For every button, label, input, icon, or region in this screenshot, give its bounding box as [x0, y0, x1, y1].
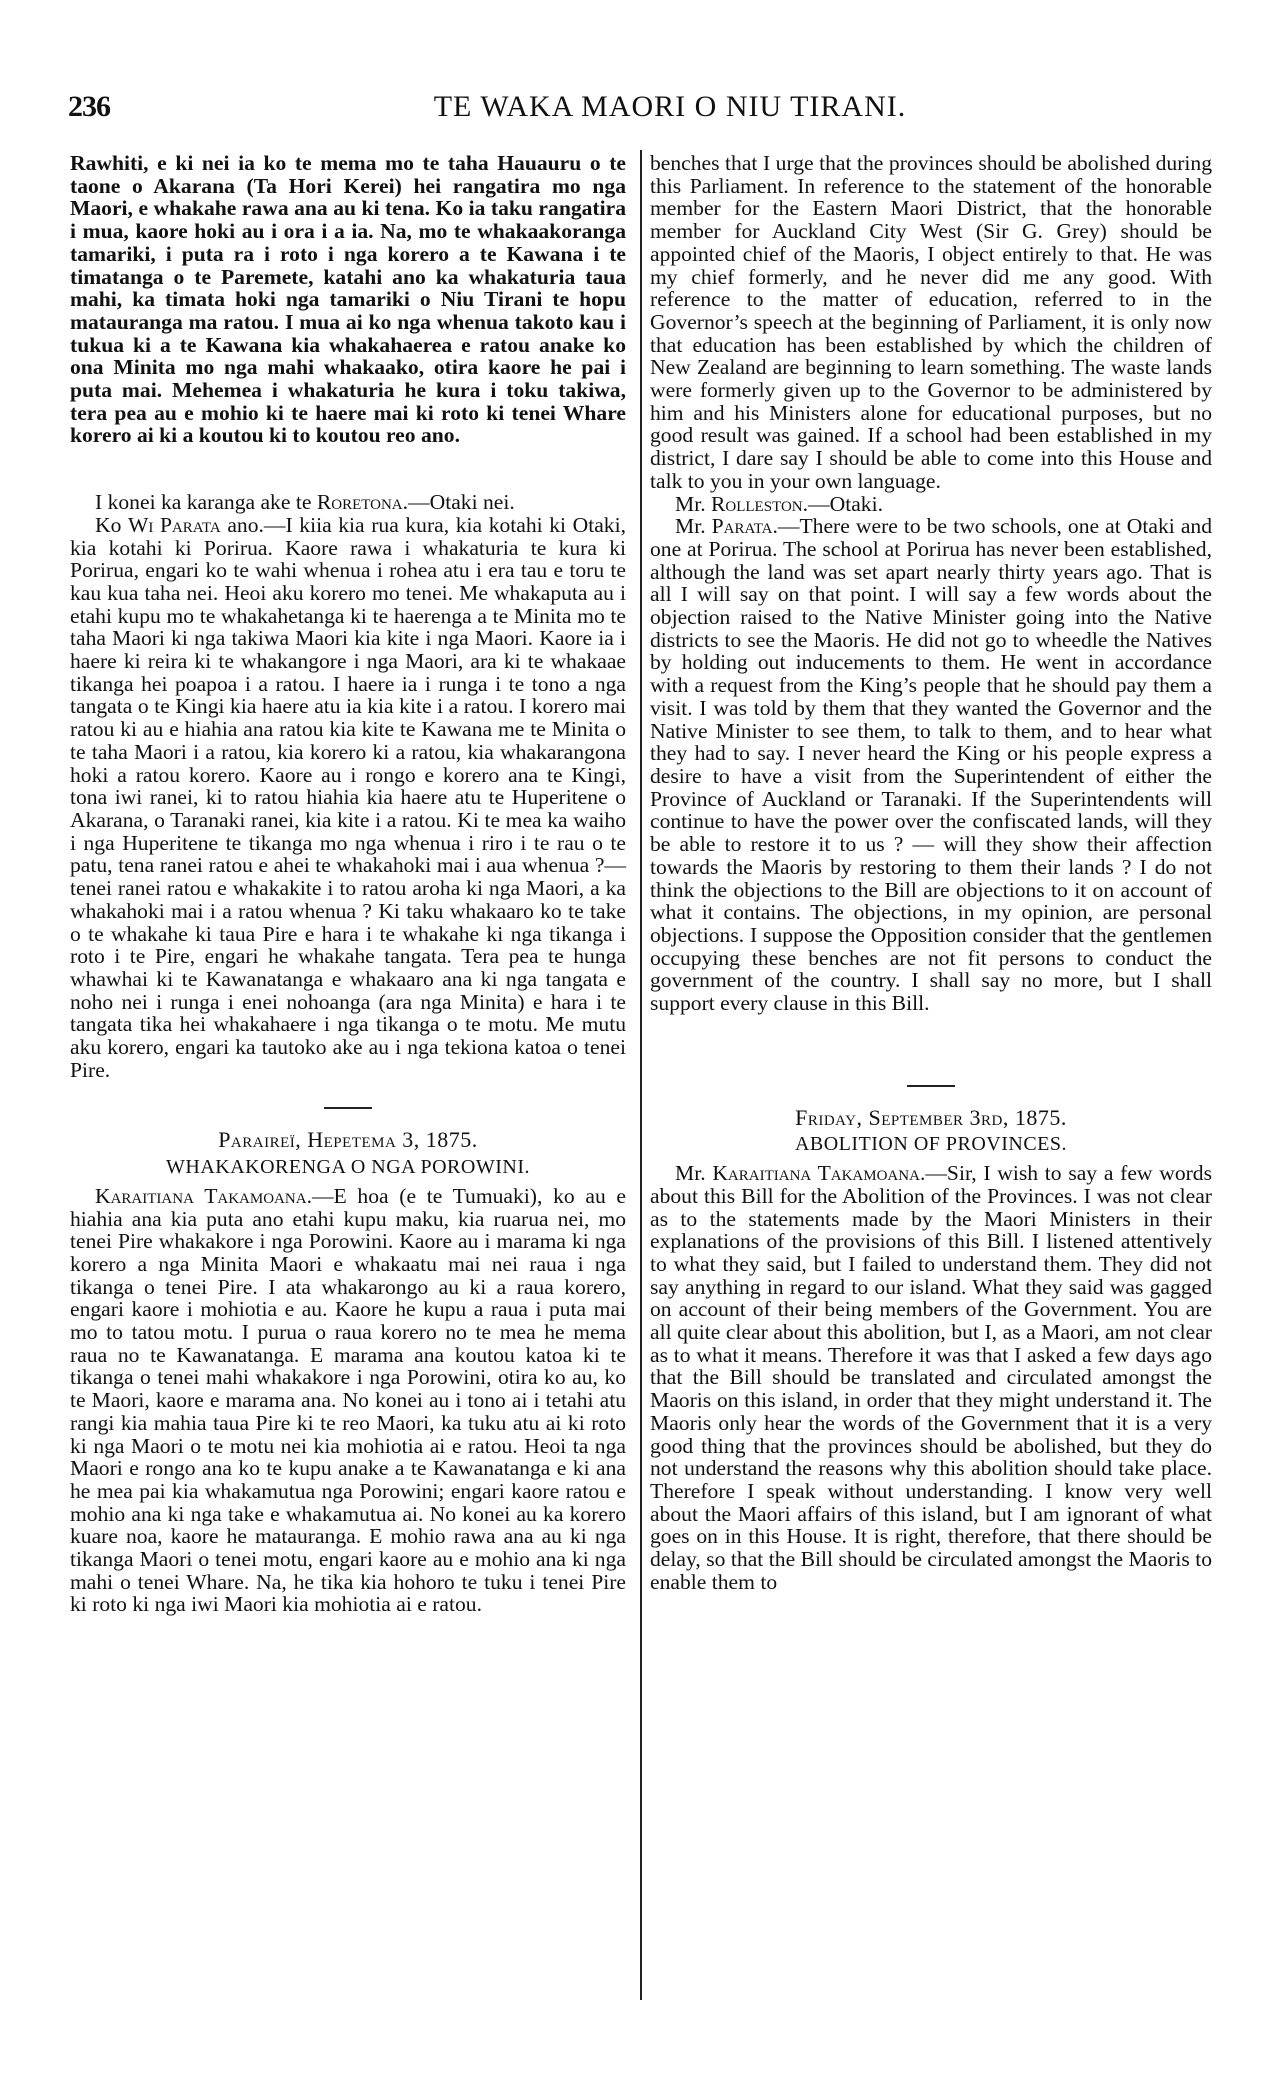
speaker-name: Parata: [711, 514, 773, 539]
section-rule: [324, 1107, 372, 1109]
page-number: 236: [68, 90, 110, 123]
left-column: [70, 152, 626, 1616]
left-paragraph-1: Rawhiti, e ki nei ia ko te mema mo te taha Hauauru o te taone o Akarana (Ta Hori Kerei) hei rangatira mo nga Maori, e whakahe rawa ana au ki tena. Ko ia taku rangatira i mua, kaore hoki au i ora i a ia. Na, mo te whakaakoranga tamariki, i puta ra i roto i nga korero a te Kawana i te timatanga o te Paremete, katahi ano ka whakaturia taua mahi, ka timata hoki nga tamariki o Niu Tirani te hopu matauranga ma ratou. I mua ai ko nga whenua takoto kau i tukua ki a te Kawana kia whakahaerea e ratou anake ko ona Minita mo nga mahi whakaako, otira kaore he pai i puta mai. Mehemea i whakaturia he kura i toku takiwa, tera pea au e mohio ki te haere mai ki roto ki tenei Whare korero ai ki a koutou ki to koutou reo ano.: [70, 151, 626, 448]
left-paragraph-4: [70, 1185, 626, 1616]
date-heading: Paraireï, Hepetema 3, 1875.: [218, 1127, 478, 1153]
speaker-name: Rolleston: [711, 491, 803, 516]
left-p4-text: .—E hoa (e te Tumuaki), ko au e hiahia ana kia puta ano etahi kupu maku, kia ruarua nei, mo tenei Pire whakakore i nga Porowini. Kaore au i marama ki nga korero a nga Minita Maori e whakaatu mai nei raua i nga tikanga o tenei Pire. I ata whakarongo au ki a raua korero, engari kaore i mohiotia e au. Kaore he kupu a raua i puta mai mo to tatou motu. I purua o raua korero no te mea he mema raua no te Kawanatanga. E marama ana koutou katoa ki te tikanga o tenei mahi whakakore i nga Porowini, otira ko au, ko te Maori, kaore e marama ana. No konei au i tono ai i tetahi atu rangi kia mahia taua Pire ki te reo Maori, ka tuku atu ai ki roto ki nga Maori o te motu nei kia mohiotia ai e ratou. Heoi ta nga Maori e rongo ana ko te kupu anake a te Kawanatanga e ki ana he mea pai kia whakamutua nga Porowini; engari kaore ratou e mohio ana ki nga take e whakamutua ai. No konei au ka korero kuare noa, kaore he matauranga. E mohio rawa ana au ki nga tikanga Maori o tenei motu, engari kaore au e mohio ana ki nga mahi o tenei Whare. Na, he tika kia hohoro te tuku i tenei Pire ki roto ki nga iwi Maori kia mohiotia ai e ratou.: [70, 1183, 626, 1617]
left-paragraph-3: [70, 514, 626, 1082]
section-heading: WHAKAKORENGA O NGA POROWINI.: [166, 1156, 530, 1179]
left-p3-prefix: Ko: [95, 512, 128, 537]
right-p2-prefix: Mr.: [675, 491, 711, 516]
left-p3-text: ano.—I kiia kia rua kura, kia kotahi ki Otaki, kia kotahi ki Porirua. Kaore rawa i whakaturia te kura ki Porirua, engari ko te wahi whenua i rohea atu i era tau e toru te kau kua taha nei. Heoi aku korero mo tenei. Me whakaputa au i etahi kupu mo te whakahetanga ki te haerenga a te Minita mo te taha Maori ki nga takiwa Maori kia kite i nga Maori. Kaore ia i haere ki reira ki te whakangore i nga Maori, ara ki te whakaae tikanga hei poapoa i a ratou. I haere ia i runga i te tono a nga tangata o te Kingi kia haere atu ia kia kite i a ratou. I korero mai ratou ki au e hiahia ana ratou kia kite te Kawana me te Minita o te taha Maori i a ratou, kia korero ki a ratou, kia whakarangona hoki a ratou korero. Kaore au i rongo e korero ana te Kingi, tona iwi ranei, ki to ratou hiahia kia haere atu te Huperitene o Akarana, o Taranaki ranei, kia kite i a ratou. Ki te mea ka waiho i nga Huperitene te tikanga mo nga whenua i riro i te rau o te patu, tena ranei ratou e ahei te whakahoki mai i aua whenua ?—tenei ranei ratou e whakakite i to ratou aroha ki nga Maori, a ka whakahoki mai i a ratou whenua ? Ki taku whakaaro ko te take o te whakahe ki taua Pire e hara i te whakahe ki nga tikanga i roto i te Pire, engari he whakahe tangata. Tera pea te hunga whawhai ki te Kawanatanga e whakaaro ana ki nga tangata e noho nei i runga i enei nohoanga (ara nga Minita) e hara i te tangata tika hei whakahaere i nga tikanga o te motu. Me mutu aku korero, engari ka tautoko ake au i nga tekiona katoa o tenei Pire.: [70, 512, 626, 1082]
right-p4-text: .—Sir, I wish to say a few words about this Bill for the Abolition of the Provinces. I was not clear as to the statements made by the Maori Ministers in their explanations of the provisions of this Bill. I listened attentively to what they said, but I failed to understand them. They did not say anything in regard to our island. What they said was gagged on account of their being members of the Government. You are all quite clear about this abolition, but I, as a Maori, am not clear as to what it means. Therefore it was that I asked a few days ago that the Bill should be translated and circulated amongst the Maoris on this island, in order that they might understand it. The Maoris only hear the words of the Government that it is a very good thing that the provinces should be abolished, but they do not understand the reasons why this abolition should take place. Therefore I speak without understanding. I know very well about the Maori affairs of this island, but I am ignorant of what goes on in this House. It is right, therefore, that there should be delay, so that the Bill should be circulated amongst the Maoris to enable them to: [650, 1161, 1213, 1594]
speaker-name: Karaitiana Takamoana: [95, 1183, 307, 1208]
left-p2-text: .—Otaki nei.: [402, 490, 515, 515]
right-paragraph-3: [650, 515, 1212, 1014]
speaker-name: Karaitiana Takamoana: [712, 1161, 920, 1186]
running-title-container: [0, 90, 1280, 124]
right-paragraph-2: [650, 493, 1212, 516]
column-divider: [640, 150, 642, 2000]
left-paragraph-2: [70, 491, 626, 514]
right-paragraph-1: benches that I urge that the provinces should be abolished during this Parliament. In reference to the statement of the honorable member for the Eastern Maori District, that the honorable member for Auckland City West (Sir G. Grey) should be appointed chief of the Maoris, I object entirely to that. He was my chief formerly, and he never did me any good. With reference to the matter of education, referred to in the Governor’s speech at the beginning of Parliament, it is only now that education has been established by which the children of New Zealand are beginning to learn something. The waste lands were formerly given up to the Governor to be administered by him and his Ministers alone for educational purposes, but no good result was gained. If a school had been established in my district, I dare say I should be able to come into this House and talk to you in your own language.: [650, 151, 1212, 493]
speaker-name: Wi Parata: [127, 512, 221, 537]
right-p3-text: .—There were to be two schools, one at Otaki and one at Porirua. The school at Porirua has never been established, although the land was set apart nearly thirty years ago. That is all I will say on that point. I will say a few words about the objection raised to the Native Minister going into the Native districts to see the Maoris. He did not go to wheedle the Natives by holding out inducements to them. He went in accordance with a request from the King’s people that he should pay them a visit. I was told by them that they wanted the Governor and the Native Minister to see them, to talk to them, and to hear what they had to say. I never heard the King or his people express a desire to have a visit from the Superintendent of either the Province of Auckland or Taranaki. If the Superintendents will continue to have the power over the confiscated lands, will they be able to restore it to us ? — will they show their affection towards the Maoris by restoring to them their lands ? I do not think the objections to the Bill are objections to it on account of what it contains. The objections, in my opinion, are personal objections. I suppose the Opposition consider that the gentlemen occupying these benches are not fit persons to conduct the government of the country. I shall say no more, but I shall support every clause in this Bill.: [650, 514, 1213, 1016]
section-rule: [907, 1085, 955, 1087]
left-p2-prefix: I konei ka karanga ake te: [95, 490, 317, 515]
right-p2-text: .—Otaki.: [802, 491, 883, 516]
right-p3-prefix: Mr.: [675, 514, 712, 539]
right-p4-prefix: Mr.: [675, 1161, 713, 1186]
right-paragraph-4: [650, 1162, 1212, 1593]
date-heading: Friday, September 3rd, 1875.: [795, 1104, 1067, 1130]
right-column: [650, 152, 1212, 1593]
speaker-name: Roretona: [316, 490, 403, 515]
section-heading: ABOLITION OF PROVINCES.: [794, 1133, 1068, 1156]
running-title: TE WAKA MAORI O NIU TIRANI.: [433, 90, 907, 123]
